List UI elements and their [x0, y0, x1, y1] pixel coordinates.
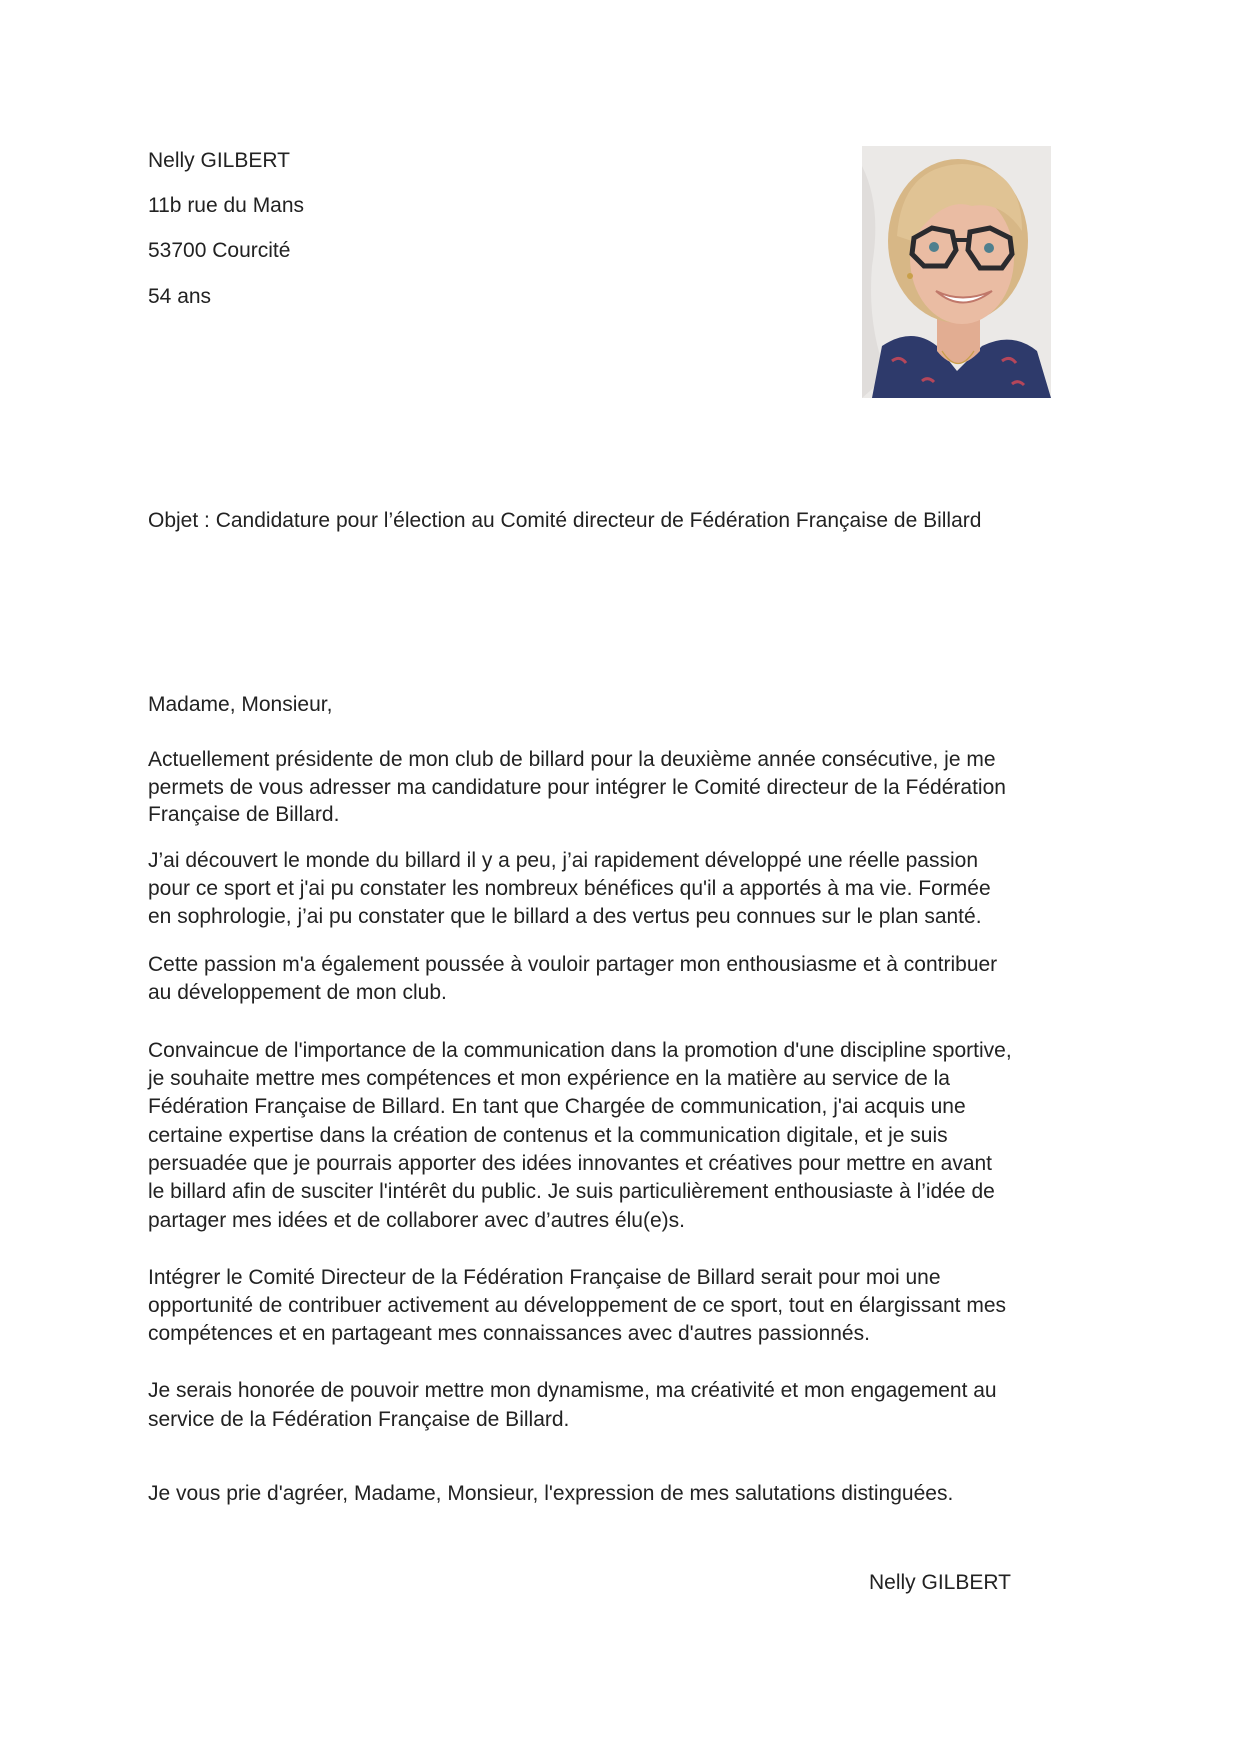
- paragraph-line: au développement de mon club.: [148, 981, 447, 1004]
- paragraph-line: permets de vous adresser ma candidature pour intégrer le Comité directeur de la Fédération: [148, 776, 1006, 799]
- portrait-photo: [862, 146, 1051, 398]
- paragraph-line: Fédération Française de Billard. En tant que Chargée de communication, j'ai acquis une: [148, 1095, 966, 1118]
- paragraph-line: Cette passion m'a également poussée à vouloir partager mon enthousiasme et à contribuer: [148, 953, 998, 976]
- sender-name: Nelly GILBERT: [148, 149, 290, 172]
- paragraph-line: Actuellement présidente de mon club de billard pour la deuxième année consécutive, je me: [148, 748, 996, 771]
- subject-line: Objet : Candidature pour l’élection au Comité directeur de Fédération Française de Billard: [148, 509, 982, 532]
- portrait-image-icon: [862, 146, 1051, 398]
- paragraph-line: service de la Fédération Française de Billard.: [148, 1408, 570, 1431]
- salutation: Madame, Monsieur,: [148, 693, 333, 716]
- paragraph-line: compétences et en partageant mes connaissances avec d'autres passionnés.: [148, 1322, 870, 1345]
- paragraph-line: partager mes idées et de collaborer avec d’autres élu(e)s.: [148, 1209, 685, 1232]
- paragraph-line: certaine expertise dans la création de contenus et la communication digitale, et je suis: [148, 1124, 948, 1147]
- paragraph-line: opportunité de contribuer activement au développement de ce sport, tout en élargissant mes: [148, 1294, 1007, 1317]
- paragraph-line: Française de Billard.: [148, 803, 340, 826]
- paragraph-line: le billard afin de susciter l'intérêt du public. Je suis particulièrement enthousiaste à l’idée de: [148, 1180, 995, 1203]
- paragraph-line: J’ai découvert le monde du billard il y a peu, j’ai rapidement développé une réelle passion: [148, 849, 979, 872]
- paragraph-line: persuadée que je pourrais apporter des idées innovantes et créatives pour mettre en avant: [148, 1152, 993, 1175]
- paragraph-line: Je serais honorée de pouvoir mettre mon dynamisme, ma créativité et mon engagement au: [148, 1379, 997, 1402]
- paragraph-line: je souhaite mettre mes compétences et mon expérience en la matière au service de la: [148, 1067, 950, 1090]
- paragraph-line: en sophrologie, j’ai pu constater que le billard a des vertus peu connues sur le plan santé.: [148, 905, 982, 928]
- paragraph-line: pour ce sport et j'ai pu constater les nombreux bénéfices qu'il a apportés à ma vie. Formée: [148, 877, 991, 900]
- signature: Nelly GILBERT: [869, 1571, 1011, 1594]
- paragraph-line: Intégrer le Comité Directeur de la Fédération Française de Billard serait pour moi une: [148, 1266, 941, 1289]
- sender-city: 53700 Courcité: [148, 239, 291, 262]
- sender-age: 54 ans: [148, 285, 212, 308]
- paragraph-line: Convaincue de l'importance de la communication dans la promotion d'une discipline sportive,: [148, 1039, 1012, 1062]
- sender-street: 11b rue du Mans: [148, 194, 305, 217]
- closing-formula: Je vous prie d'agréer, Madame, Monsieur, l'expression de mes salutations distinguées.: [148, 1482, 954, 1505]
